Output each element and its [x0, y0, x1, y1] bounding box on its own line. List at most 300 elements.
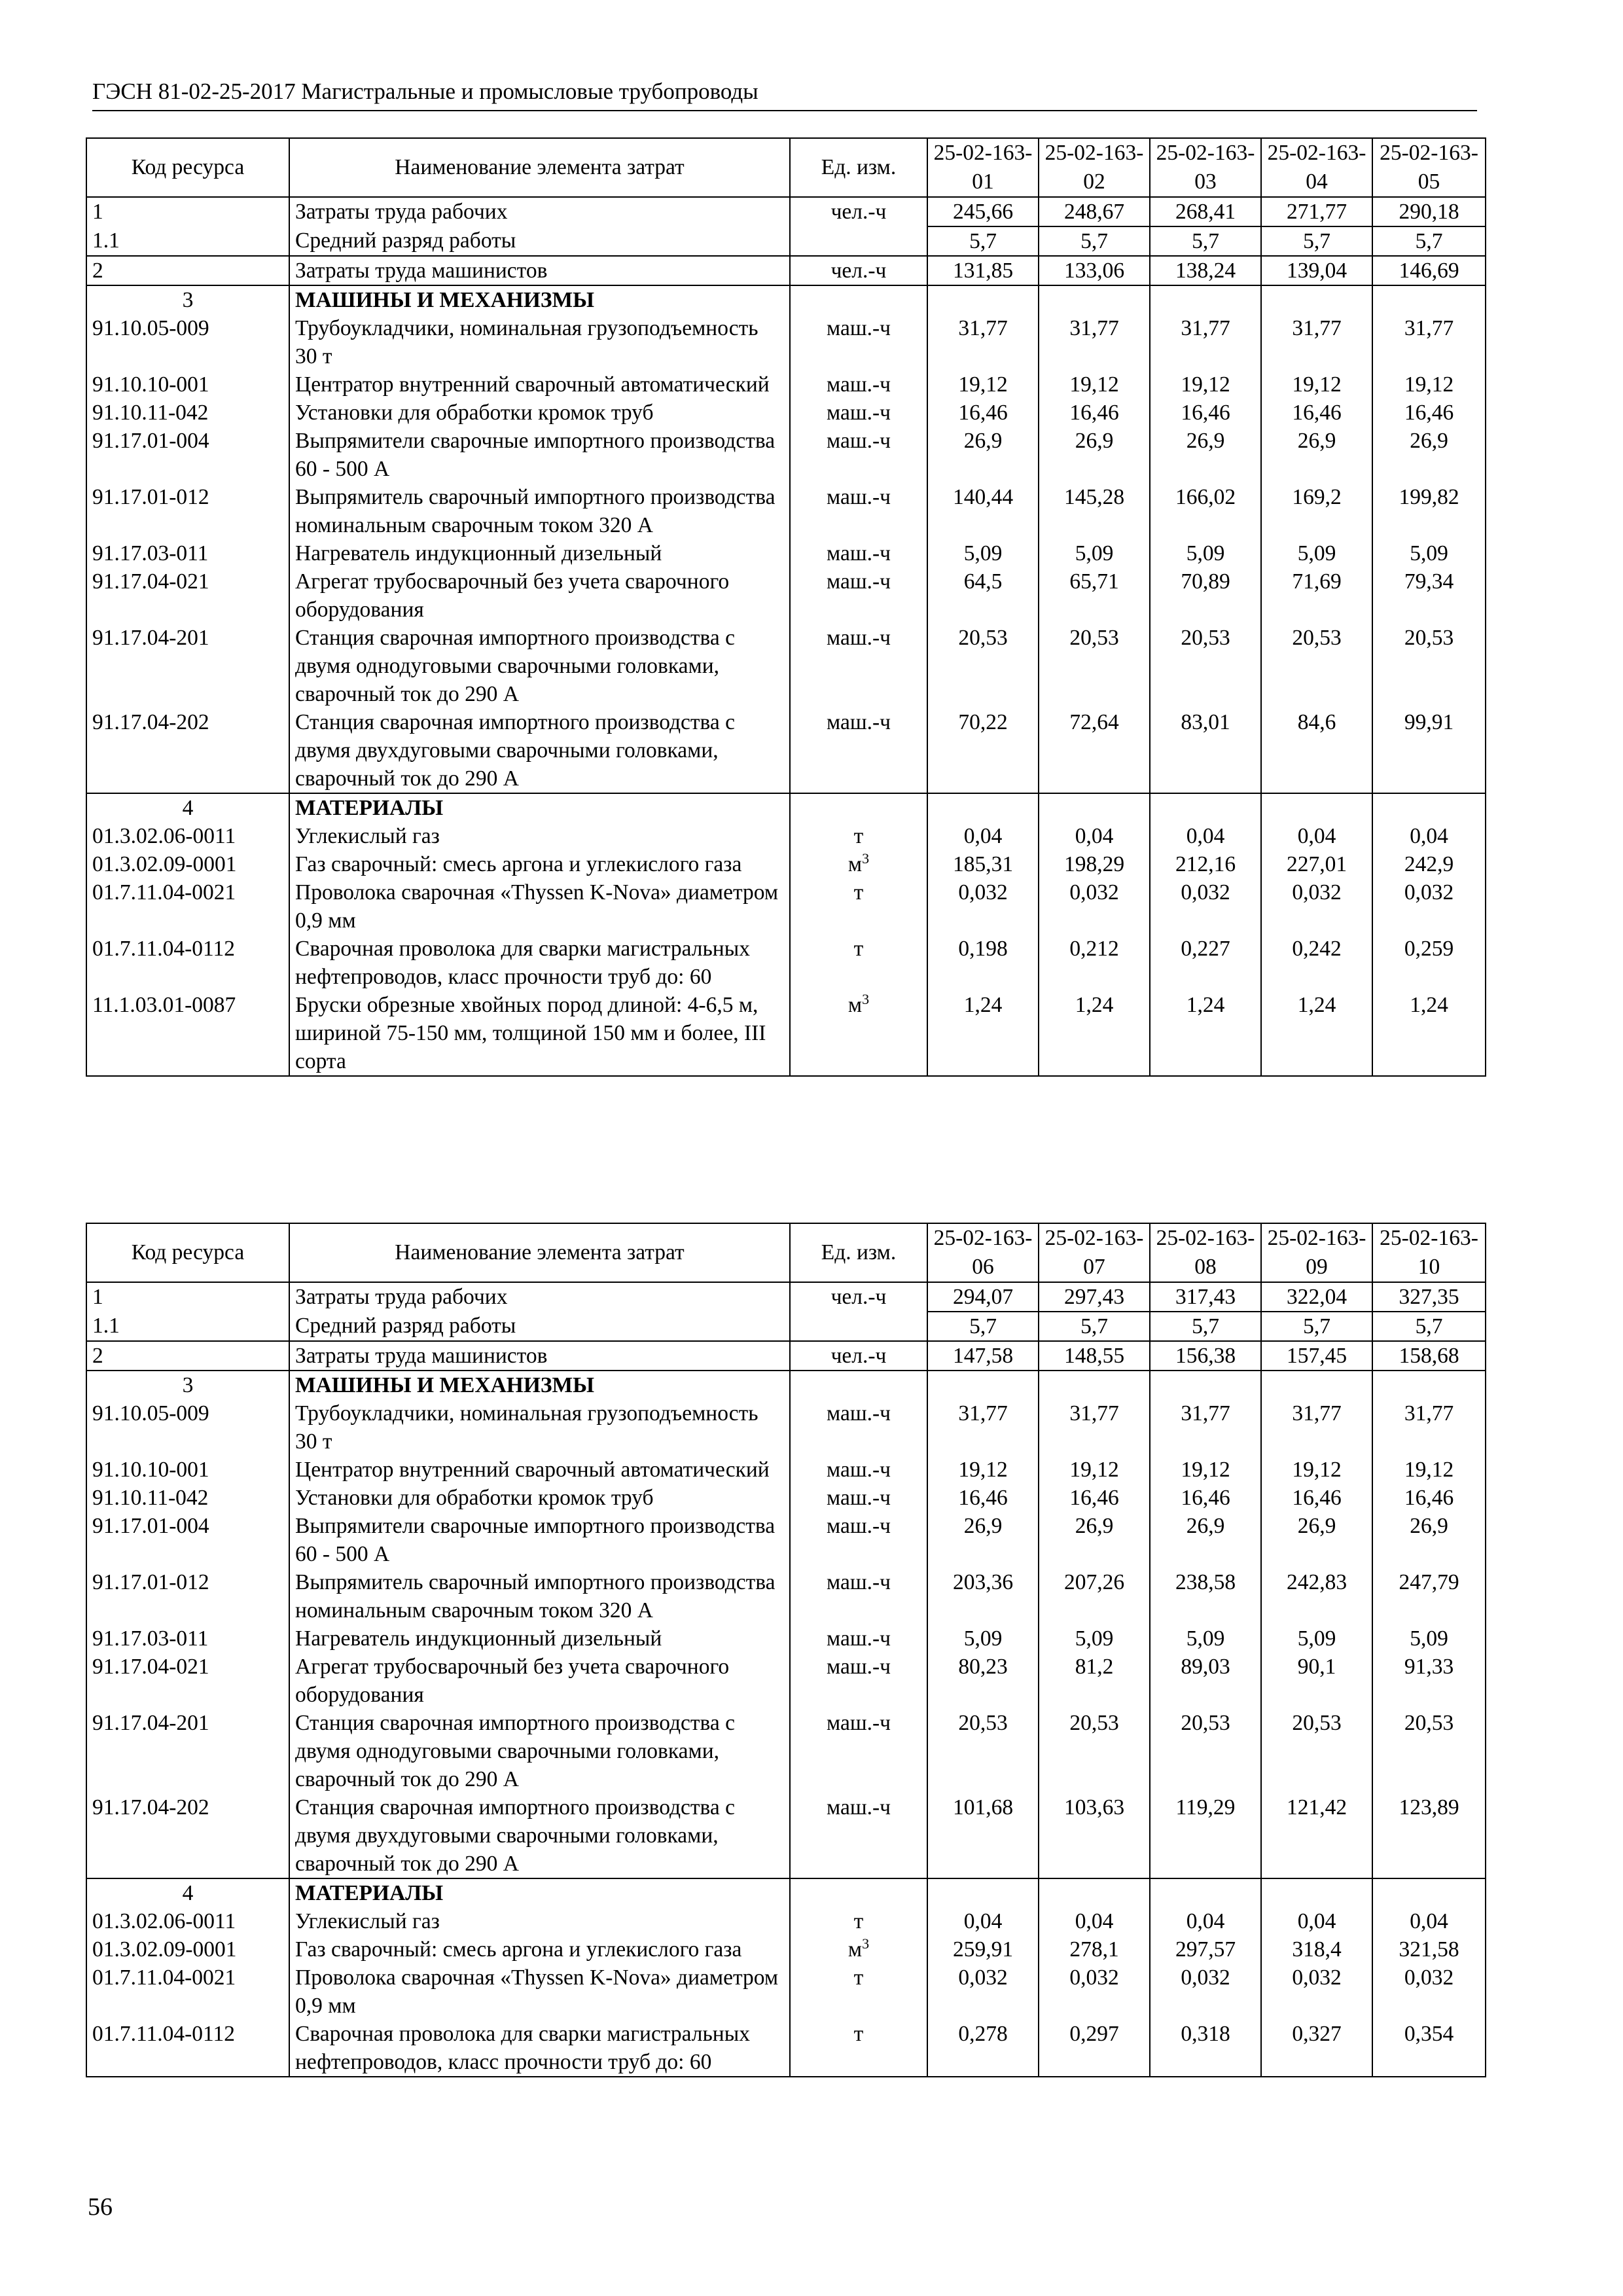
resource-name: Выпрямители сварочные импортного производства 60 - 500 А: [289, 427, 790, 483]
norm-value: 166,02: [1150, 483, 1261, 539]
resource-code: 01.7.11.04-0021: [86, 1964, 289, 2020]
resource-code: 4: [86, 793, 289, 822]
page-number: 56: [88, 2193, 113, 2221]
norm-value: 26,9: [927, 427, 1039, 483]
resource-norm-table-1: [86, 137, 1486, 1077]
table-row: [86, 256, 1486, 285]
norm-value: 5,09: [1150, 1624, 1261, 1653]
resource-unit: [790, 1341, 927, 1371]
norm-value: 0,04: [927, 822, 1039, 850]
resource-code: 91.17.01-012: [86, 1568, 289, 1624]
norm-value: [1372, 1878, 1486, 1907]
norm-value: 31,77: [927, 314, 1039, 370]
header-norm-code: 25-02-163-03: [1150, 138, 1261, 197]
norm-value: 20,53: [1039, 624, 1150, 708]
section-row: [86, 1371, 1486, 1399]
header-norm-code: 25-02-163-10: [1372, 1223, 1486, 1282]
resource-name: Газ сварочный: смесь аргона и углекислого газа: [289, 850, 790, 878]
table-row: [86, 1907, 1486, 1935]
norm-value: 26,9: [1372, 1512, 1486, 1568]
norm-value: [1261, 285, 1372, 314]
norm-value: 5,7: [1039, 1312, 1150, 1341]
norm-value: 5,7: [927, 226, 1039, 256]
table-row: [86, 1456, 1486, 1484]
table-row: [86, 1709, 1486, 1793]
norm-value: 185,31: [927, 850, 1039, 878]
norm-value: 138,24: [1150, 256, 1261, 285]
section-title: МАТЕРИАЛЫ: [289, 1878, 790, 1907]
unit-text: м: [847, 993, 863, 1017]
norm-value: 146,69: [1372, 256, 1486, 285]
header-norm-code: 25-02-163-01: [927, 138, 1039, 197]
norm-value: 0,04: [1150, 1907, 1261, 1935]
resource-code: 2: [86, 256, 289, 285]
table-row: [86, 1793, 1486, 1878]
resource-unit: [790, 1568, 927, 1624]
resource-name: Трубоукладчики, номинальная грузоподъемность 30 т: [289, 1399, 790, 1456]
norm-value: 245,66: [927, 197, 1039, 226]
unit-text: чел.-ч: [830, 200, 887, 224]
norm-value: 20,53: [1261, 1709, 1372, 1793]
norm-value: 5,09: [927, 539, 1039, 567]
resource-code: 91.10.05-009: [86, 1399, 289, 1456]
resource-unit: [790, 850, 927, 878]
resource-name: Углекислый газ: [289, 1907, 790, 1935]
norm-value: 0,04: [1039, 822, 1150, 850]
unit-text: маш.-ч: [826, 541, 891, 565]
header-norm-code: 25-02-163-04: [1261, 138, 1372, 197]
norm-value: 318,4: [1261, 1935, 1372, 1964]
resource-name: Проволока сварочная «Thyssen K-Nova» диаметром 0,9 мм: [289, 878, 790, 935]
unit-text: м: [847, 1937, 863, 1962]
unit-text: маш.-ч: [826, 1795, 891, 1820]
norm-value: 19,12: [1150, 1456, 1261, 1484]
resource-unit: [790, 793, 927, 822]
norm-value: 158,68: [1372, 1341, 1486, 1371]
norm-value: 16,46: [1261, 399, 1372, 427]
header-row: [86, 1223, 1486, 1282]
norm-value: 271,77: [1261, 197, 1372, 226]
table-row: [86, 1341, 1486, 1371]
header-code: Код ресурса: [86, 1223, 289, 1282]
section-row: [86, 285, 1486, 314]
norm-value: [927, 793, 1039, 822]
norm-value: 119,29: [1150, 1793, 1261, 1878]
resource-code: 91.17.04-201: [86, 624, 289, 708]
norm-value: 19,12: [927, 1456, 1039, 1484]
header-row: [86, 138, 1486, 197]
norm-value: [927, 1878, 1039, 1907]
unit-text: маш.-ч: [826, 401, 891, 425]
norm-value: 0,04: [1039, 1907, 1150, 1935]
norm-value: 0,227: [1150, 935, 1261, 991]
norm-value: 5,09: [1261, 539, 1372, 567]
norm-value: 71,69: [1261, 567, 1372, 624]
header-name: Наименование элемента затрат: [289, 138, 790, 197]
norm-value: 238,58: [1150, 1568, 1261, 1624]
unit-exponent: 3: [862, 990, 870, 1007]
norm-value: 103,63: [1039, 1793, 1150, 1878]
resource-name: Затраты труда рабочих: [289, 197, 790, 226]
resource-name: Углекислый газ: [289, 822, 790, 850]
norm-value: 0,032: [927, 878, 1039, 935]
table-row: [86, 399, 1486, 427]
unit-text: маш.-ч: [826, 1711, 891, 1735]
norm-value: 31,77: [1039, 314, 1150, 370]
norm-value: 0,04: [1372, 1907, 1486, 1935]
norm-value: 19,12: [1039, 370, 1150, 399]
resource-unit: [790, 1793, 927, 1878]
unit-text: маш.-ч: [826, 316, 891, 340]
norm-value: 0,327: [1261, 2020, 1372, 2077]
norm-value: 0,198: [927, 935, 1039, 991]
norm-value: 0,04: [927, 1907, 1039, 1935]
table-row: [86, 1568, 1486, 1624]
norm-value: 80,23: [927, 1653, 1039, 1709]
unit-text: маш.-ч: [826, 569, 891, 594]
norm-value: 0,032: [1261, 1964, 1372, 2020]
resource-unit: [790, 1484, 927, 1512]
resource-unit: [790, 822, 927, 850]
resource-code: 91.17.04-021: [86, 567, 289, 624]
resource-unit: [790, 399, 927, 427]
unit-text: т: [853, 880, 864, 905]
resource-code: 01.3.02.09-0001: [86, 850, 289, 878]
resource-name: Сварочная проволока для сварки магистральных нефтепроводов, класс прочности труб до: 60: [289, 935, 790, 991]
norm-value: 133,06: [1039, 256, 1150, 285]
norm-value: [1039, 1878, 1150, 1907]
norm-value: [1150, 1878, 1261, 1907]
resource-unit: [790, 1964, 927, 2020]
norm-value: 20,53: [1150, 624, 1261, 708]
resource-unit: [790, 1907, 927, 1935]
norm-value: 1,24: [1261, 991, 1372, 1076]
resource-name: Станция сварочная импортного производства с двумя двухдуговыми сварочными головками, сварочный ток до 290 А: [289, 1793, 790, 1878]
unit-text: маш.-ч: [826, 1401, 891, 1426]
norm-value: 26,9: [1150, 427, 1261, 483]
norm-value: 242,83: [1261, 1568, 1372, 1624]
norm-value: 5,7: [1261, 226, 1372, 256]
resource-name: Затраты труда машинистов: [289, 256, 790, 285]
resource-code: 91.10.10-001: [86, 1456, 289, 1484]
unit-text: маш.-ч: [826, 1486, 891, 1510]
norm-value: [1150, 285, 1261, 314]
norm-value: 0,032: [1372, 878, 1486, 935]
norm-value: 5,7: [1372, 1312, 1486, 1341]
norm-value: 169,2: [1261, 483, 1372, 539]
norm-value: [927, 1371, 1039, 1399]
norm-value: 16,46: [1150, 399, 1261, 427]
unit-exponent: 3: [862, 1935, 870, 1952]
resource-name: Агрегат трубосварочный без учета сварочного оборудования: [289, 567, 790, 624]
resource-unit: [790, 1512, 927, 1568]
norm-value: [1261, 1878, 1372, 1907]
resource-code: 91.17.04-202: [86, 708, 289, 793]
table-row: [86, 708, 1486, 793]
table-row: [86, 850, 1486, 878]
norm-value: 90,1: [1261, 1653, 1372, 1709]
table-row: [86, 624, 1486, 708]
resource-code: 91.10.10-001: [86, 370, 289, 399]
norm-value: 16,46: [1039, 1484, 1150, 1512]
resource-code: 11.1.03.01-0087: [86, 991, 289, 1076]
resource-code: 91.17.04-202: [86, 1793, 289, 1878]
norm-value: 31,77: [1261, 1399, 1372, 1456]
norm-value: [1261, 1371, 1372, 1399]
norm-value: 31,77: [1372, 314, 1486, 370]
norm-value: 1,24: [1150, 991, 1261, 1076]
norm-value: 259,91: [927, 1935, 1039, 1964]
unit-text: маш.-ч: [826, 1514, 891, 1538]
header-code: Код ресурса: [86, 138, 289, 197]
table-row: [86, 370, 1486, 399]
unit-text: маш.-ч: [826, 710, 891, 734]
resource-code: 91.17.03-011: [86, 1624, 289, 1653]
resource-code: 91.10.11-042: [86, 399, 289, 427]
resource-unit: [790, 314, 927, 370]
table-row: [86, 991, 1486, 1076]
resource-code: 91.17.01-012: [86, 483, 289, 539]
unit-text: т: [853, 1909, 864, 1933]
resource-unit: [790, 1399, 927, 1456]
table-row: [86, 1935, 1486, 1964]
norm-value: 26,9: [1261, 427, 1372, 483]
norm-value: 0,278: [927, 2020, 1039, 2077]
table-row: [86, 2020, 1486, 2077]
norm-value: 227,01: [1261, 850, 1372, 878]
norm-value: 123,89: [1372, 1793, 1486, 1878]
norm-value: 5,09: [1372, 539, 1486, 567]
norm-value: 247,79: [1372, 1568, 1486, 1624]
resource-name: Газ сварочный: смесь аргона и углекислого газа: [289, 1935, 790, 1964]
norm-value: 297,57: [1150, 1935, 1261, 1964]
resource-unit: [790, 1371, 927, 1399]
resource-name: Проволока сварочная «Thyssen K-Nova» диаметром 0,9 мм: [289, 1964, 790, 2020]
unit-text: маш.-ч: [826, 485, 891, 509]
norm-value: 198,29: [1039, 850, 1150, 878]
resource-unit: [790, 1456, 927, 1484]
norm-value: 19,12: [1261, 370, 1372, 399]
norm-value: 16,46: [1261, 1484, 1372, 1512]
norm-value: 20,53: [927, 624, 1039, 708]
table-row: [86, 483, 1486, 539]
norm-value: 145,28: [1039, 483, 1150, 539]
unit-text: т: [853, 824, 864, 848]
resource-name: Выпрямители сварочные импортного производства 60 - 500 А: [289, 1512, 790, 1568]
header-norm-code: 25-02-163-07: [1039, 1223, 1150, 1282]
resource-code: 91.17.03-011: [86, 539, 289, 567]
norm-value: 20,53: [1372, 1709, 1486, 1793]
norm-value: 64,5: [927, 567, 1039, 624]
norm-value: 16,46: [1372, 1484, 1486, 1512]
resource-name: Установки для обработки кромок труб: [289, 1484, 790, 1512]
norm-value: [1039, 793, 1150, 822]
resource-code: 91.17.04-201: [86, 1709, 289, 1793]
norm-value: 31,77: [1150, 314, 1261, 370]
table-row: [86, 567, 1486, 624]
norm-value: 317,43: [1150, 1282, 1261, 1312]
section-title: МАШИНЫ И МЕХАНИЗМЫ: [289, 285, 790, 314]
unit-text: маш.-ч: [826, 626, 891, 650]
resource-code: 01.3.02.06-0011: [86, 822, 289, 850]
norm-value: 99,91: [1372, 708, 1486, 793]
header-unit: Ед. изм.: [790, 138, 927, 197]
norm-value: 16,46: [1372, 399, 1486, 427]
norm-value: 0,318: [1150, 2020, 1261, 2077]
norm-value: 83,01: [1150, 708, 1261, 793]
header-norm-code: 25-02-163-05: [1372, 138, 1486, 197]
resource-unit: [790, 935, 927, 991]
table-row: [86, 1964, 1486, 2020]
norm-value: 0,297: [1039, 2020, 1150, 2077]
resource-code: 1.1: [86, 1312, 289, 1341]
norm-value: 5,09: [1039, 1624, 1150, 1653]
table-row: [86, 822, 1486, 850]
resource-name: Нагреватель индукционный дизельный: [289, 539, 790, 567]
resource-unit: [790, 1282, 927, 1312]
resource-unit: [790, 1935, 927, 1964]
norm-value: 0,032: [1261, 878, 1372, 935]
resource-name: Средний разряд работы: [289, 226, 790, 256]
unit-text: м: [847, 852, 863, 876]
norm-value: 5,7: [1039, 226, 1150, 256]
resource-code: 01.7.11.04-0112: [86, 2020, 289, 2077]
document-header: ГЭСН 81-02-25-2017 Магистральные и промысловые трубопроводы: [92, 79, 1477, 111]
resource-code: 3: [86, 285, 289, 314]
table-row: [86, 1312, 1486, 1341]
unit-text: чел.-ч: [830, 259, 887, 283]
resource-name: Выпрямитель сварочный импортного производства номинальным сварочным током 320 А: [289, 1568, 790, 1624]
norm-value: 16,46: [927, 399, 1039, 427]
header-norm-code: 25-02-163-02: [1039, 138, 1150, 197]
resource-name: Станция сварочная импортного производства с двумя однодуговыми сварочными головками, сварочный ток до 290 А: [289, 624, 790, 708]
norm-value: [1039, 1371, 1150, 1399]
norm-value: 5,09: [1372, 1624, 1486, 1653]
norm-value: 65,71: [1039, 567, 1150, 624]
norm-value: 327,35: [1372, 1282, 1486, 1312]
norm-value: 203,36: [927, 1568, 1039, 1624]
norm-value: 212,16: [1150, 850, 1261, 878]
norm-value: [1372, 793, 1486, 822]
resource-name: Центратор внутренний сварочный автоматический: [289, 370, 790, 399]
resource-name: Агрегат трубосварочный без учета сварочного оборудования: [289, 1653, 790, 1709]
resource-code: 2: [86, 1341, 289, 1371]
resource-unit: [790, 285, 927, 314]
norm-value: 5,7: [1150, 226, 1261, 256]
resource-code: 1: [86, 197, 289, 226]
resource-code: 01.7.11.04-0112: [86, 935, 289, 991]
resource-unit: [790, 708, 927, 793]
unit-text: маш.-ч: [826, 372, 891, 397]
resource-code: 3: [86, 1371, 289, 1399]
norm-value: 0,04: [1372, 822, 1486, 850]
norm-value: 5,09: [1039, 539, 1150, 567]
norm-value: 5,7: [1261, 1312, 1372, 1341]
norm-value: 31,77: [1372, 1399, 1486, 1456]
norm-value: 5,7: [1150, 1312, 1261, 1341]
norm-value: [1039, 285, 1150, 314]
norm-value: 5,09: [1150, 539, 1261, 567]
norm-value: 207,26: [1039, 1568, 1150, 1624]
norm-value: 20,53: [1039, 1709, 1150, 1793]
norm-value: 147,58: [927, 1341, 1039, 1371]
norm-value: 31,77: [927, 1399, 1039, 1456]
resource-name: Выпрямитель сварочный импортного производства номинальным сварочным током 320 А: [289, 483, 790, 539]
resource-unit: [790, 256, 927, 285]
resource-unit: [790, 483, 927, 539]
norm-value: 268,41: [1150, 197, 1261, 226]
unit-text: чел.-ч: [830, 1285, 887, 1309]
norm-value: 19,12: [1150, 370, 1261, 399]
norm-value: 81,2: [1039, 1653, 1150, 1709]
resource-unit: [790, 624, 927, 708]
table-row: [86, 197, 1486, 226]
table-row: [86, 878, 1486, 935]
unit-text: маш.-ч: [826, 1655, 891, 1679]
resource-name: Трубоукладчики, номинальная грузоподъемность 30 т: [289, 314, 790, 370]
norm-value: 101,68: [927, 1793, 1039, 1878]
norm-value: 0,04: [1261, 822, 1372, 850]
norm-value: 0,242: [1261, 935, 1372, 991]
norm-value: 0,354: [1372, 2020, 1486, 2077]
table-row: [86, 539, 1486, 567]
norm-value: 20,53: [1150, 1709, 1261, 1793]
header-name: Наименование элемента затрат: [289, 1223, 790, 1282]
resource-unit: [790, 1653, 927, 1709]
resource-name: Бруски обрезные хвойных пород длиной: 4-6,5 м, шириной 75-150 мм, толщиной 150 мм и более, III сорта: [289, 991, 790, 1076]
norm-value: 148,55: [1039, 1341, 1150, 1371]
norm-value: 19,12: [927, 370, 1039, 399]
norm-value: 20,53: [927, 1709, 1039, 1793]
resource-norm-table-2: [86, 1223, 1486, 2077]
resource-name: Установки для обработки кромок труб: [289, 399, 790, 427]
norm-value: 1,24: [1039, 991, 1150, 1076]
norm-value: 139,04: [1261, 256, 1372, 285]
section-row: [86, 793, 1486, 822]
norm-value: 0,032: [927, 1964, 1039, 2020]
unit-text: т: [853, 937, 864, 961]
norm-value: 31,77: [1261, 314, 1372, 370]
header-norm-code: 25-02-163-09: [1261, 1223, 1372, 1282]
unit-exponent: 3: [862, 850, 870, 867]
resource-unit: [790, 567, 927, 624]
norm-value: 5,09: [927, 1624, 1039, 1653]
resource-unit: [790, 1312, 927, 1341]
table-row: [86, 1484, 1486, 1512]
resource-name: Нагреватель индукционный дизельный: [289, 1624, 790, 1653]
resource-code: 01.3.02.06-0011: [86, 1907, 289, 1935]
resource-unit: [790, 991, 927, 1076]
norm-value: 0,259: [1372, 935, 1486, 991]
norm-value: 248,67: [1039, 197, 1150, 226]
norm-value: 72,64: [1039, 708, 1150, 793]
resource-code: 91.17.04-021: [86, 1653, 289, 1709]
norm-value: 0,032: [1150, 878, 1261, 935]
norm-value: 91,33: [1372, 1653, 1486, 1709]
norm-value: 322,04: [1261, 1282, 1372, 1312]
resource-unit: [790, 1709, 927, 1793]
header-norm-code: 25-02-163-06: [927, 1223, 1039, 1282]
norm-value: 5,09: [1261, 1624, 1372, 1653]
resource-code: 4: [86, 1878, 289, 1907]
norm-value: 26,9: [1150, 1512, 1261, 1568]
norm-value: 0,212: [1039, 935, 1150, 991]
norm-value: [1150, 793, 1261, 822]
norm-value: 278,1: [1039, 1935, 1150, 1964]
resource-unit: [790, 226, 927, 256]
norm-value: [1150, 1371, 1261, 1399]
resource-unit: [790, 1878, 927, 1907]
